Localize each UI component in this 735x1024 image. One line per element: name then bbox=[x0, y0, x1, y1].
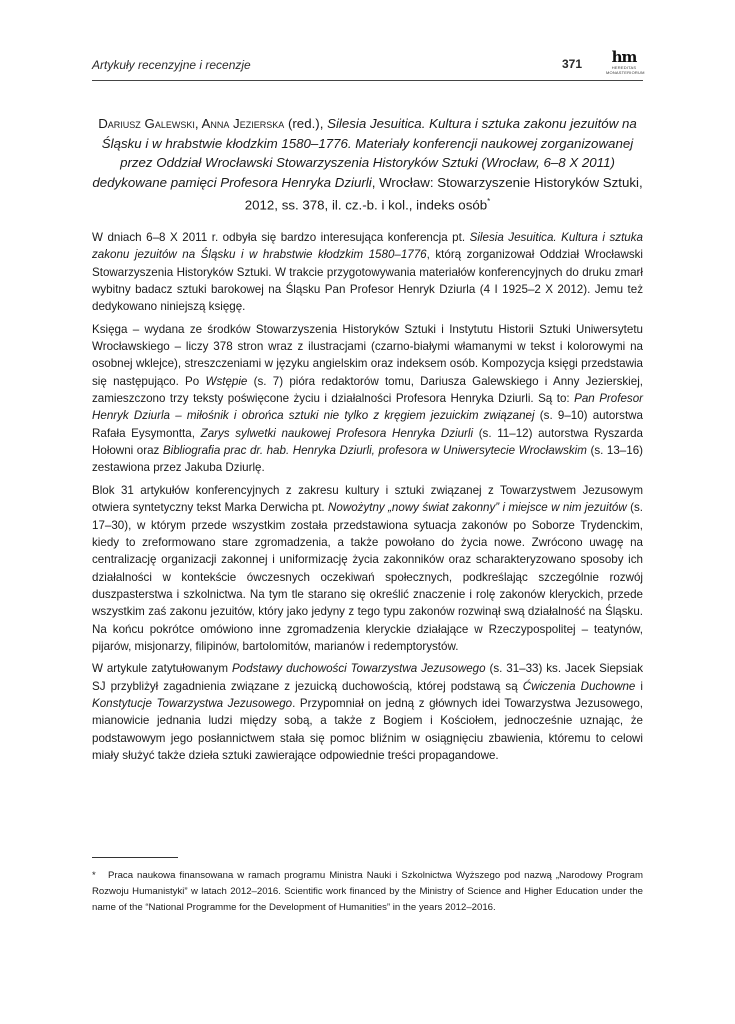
book-citation bbox=[92, 114, 643, 215]
italic-text: Pan Profesor Henryk Dziurla – miłośnik i obrońca sztuki nie tylko z kręgiem jezuickim związanej bbox=[92, 392, 644, 423]
paragraph bbox=[92, 321, 643, 477]
section-title: Artykuły recenzyjne i recenzje bbox=[92, 58, 251, 72]
italic-text: Wstępie bbox=[205, 374, 248, 388]
publisher-logo bbox=[606, 48, 645, 80]
text-run: Księga – wydana ze środków Stowarzyszenia Historyków Sztuki i Instytutu Historii Sztuki Uniwersytetu Wrocławskiego – liczy 378 stron wraz z ilustracjami (czarno-białymi włamanymi w tekst i kolorowymi na osobnej wklejce), streszczeniami w języku angielskim oraz indeksem osób. Kompozycja księgi przedstawia się następująco. Po bbox=[92, 322, 643, 388]
italic-text: Podstawy duchowości Towarzystwa Jezusowego bbox=[231, 662, 486, 676]
text-run: (s. 11–12) autorstwa Ryszarda Hołowni oraz bbox=[92, 426, 643, 458]
header-rule bbox=[92, 80, 643, 81]
text-run: (s. 31–33) ks. Jacek Siepsiak SJ przybliżył zagadnienia związane z jezuicką duchowością, której podstawą są bbox=[92, 662, 643, 693]
logo-mark: hm bbox=[611, 48, 637, 66]
text-run: (s. 17–30), w którym przede wszystkim została przedstawiona sytuacja zakonów po Soborze Trydenckim, kiedy to zreformowano stare zgromadzenia, a także powołano do życia nowe. Zwrócono uwagę na centralizację organizacji zakonnej i uniformizację życia zakonników oraz scharakteryzowano sposoby ich działalności w kontekście ówczesnych oczekiwań społecznych, podkreślając szczególnie rozwój duszpasterstwa i szkolnictwa. Na tym tle starano się określić znaczenie i rolę zakonów kleryckich, przede wszystkim zaś zakonu jezuitów, który jako jedyny z tego typu zakonów rozwinął swą działalność na Śląsku. Na końcu pokrótce omówiono inne zgromadzenia kleryckie działające w Rzeczypospolitej – teatynów, pijarów, misjonarzy, filipinów, bartolomitów, marianów i redemptorystów. bbox=[92, 501, 644, 653]
text-run: i bbox=[635, 679, 643, 693]
italic-text: Zarys sylwetki naukowej Profesora Henryka Dziurli bbox=[200, 426, 474, 440]
paragraph bbox=[92, 482, 643, 655]
italic-text: Ćwiczenia Duchowne bbox=[522, 679, 636, 693]
footnote-ref: * bbox=[487, 197, 491, 206]
citation-authors: Dariusz Galewski, Anna Jezierska bbox=[98, 116, 285, 131]
footnote-marker: * bbox=[92, 870, 96, 881]
paragraph bbox=[92, 229, 643, 316]
footnote bbox=[92, 868, 643, 915]
footnote-text: Praca naukowa finansowana w ramach programu Ministra Nauki i Szkolnictwa Wyższego pod nazwą „Narodowy Program Rozwoju Humanistyki” w latach 2012–2016. Scientific work financed by the Ministry of Science and Higher Education under the name of the “National Programme for the Development of Humanities” in the years 2012–2016. bbox=[92, 870, 643, 913]
text-run: , którą zorganizował Oddział Wrocławski Stowarzyszenia Historyków Sztuki. W trakcie przygotowywania materiałów konferencyjnych do druku zmarł wybitny badacz sztuki barokowej na Śląsku Pan Profesor Henryk Dziurla (4 I 1925–2 X 2012). Jemu też dedykowano niniejszą księgę. bbox=[92, 248, 644, 314]
italic-text: Bibliografia prac dr. hab. Henryka Dziurli, profesora w Uniwersytecie Wrocławskim bbox=[162, 444, 587, 458]
italic-text: Nowożytny „nowy świat zakonny” i miejsce w nim jezuitów bbox=[328, 501, 627, 515]
logo-subtext: HEREDITAS MONASTERIORUM bbox=[606, 65, 645, 75]
review-body bbox=[92, 229, 643, 769]
text-run: W artykule zatytułowanym bbox=[92, 662, 232, 676]
running-header bbox=[92, 48, 645, 78]
citation-publication: , Wrocław: Stowarzyszenie Historyków Sztuki, 2012, ss. 378, il. cz.-b. i kol., indeks osób bbox=[244, 174, 643, 213]
text-run: (s. 13–16) zestawiona przez Jakuba Dziurlę. bbox=[92, 444, 644, 475]
text-run: Blok 31 artykułów konferencyjnych z zakresu kultury i sztuki związanej z Towarzystwem Jezusowym otwiera syntetyczny tekst Marka Derwicha pt. bbox=[92, 483, 643, 515]
citation-title: Silesia Jesuitica. Kultura i sztuka zakonu jezuitów na Śląsku i w hrabstwie kłodzkim 1580–1776. Materiały konferencji naukowej zorganizowanej przez Oddział Wrocławski Stowarzyszenia Historyków Sztuki (Wrocław, 6–8 X 2011) dedykowane pamięci Profesora Henryka Dziurli bbox=[92, 116, 637, 190]
italic-text: Silesia Jesuitica. Kultura i sztuka zakonu jezuitów na Śląsku i w hrabstwie kłodzkim 1580–1776 bbox=[92, 231, 643, 262]
paragraph bbox=[92, 660, 643, 764]
text-run: (s. 9–10) autorstwa Rafała Eysymontta, bbox=[92, 409, 643, 440]
citation-editor-note: (red.), bbox=[287, 116, 324, 131]
page-number: 371 bbox=[562, 57, 583, 71]
footnote-rule bbox=[92, 857, 178, 858]
text-run: W dniach 6–8 X 2011 r. odbyła się bardzo interesująca konferencja pt. bbox=[92, 231, 470, 244]
text-run: . Przypomniał on jedną z głównych idei Towarzystwa Jezusowego, mianowicie jednania ludzi między sobą, a także z Bogiem i Kościołem, jednocześnie uznając, że podstawowym jego posłannictwem stała się pomoc bliźnim w osiągnięciu zbawienia, któremu to celowi miały służyć także dzieła sztuki zawierające odpowiednie treści propagandowe. bbox=[92, 696, 644, 762]
italic-text: Konstytucje Towarzystwa Jezusowego bbox=[92, 696, 293, 710]
text-run: (s. 7) pióra redaktorów tomu, Dariusza Galewskiego i Anny Jezierskiej, zamieszczono trzy teksty poświęcone życiu i działalności Profesora Henryka Dziurli. Są to: bbox=[92, 374, 643, 406]
